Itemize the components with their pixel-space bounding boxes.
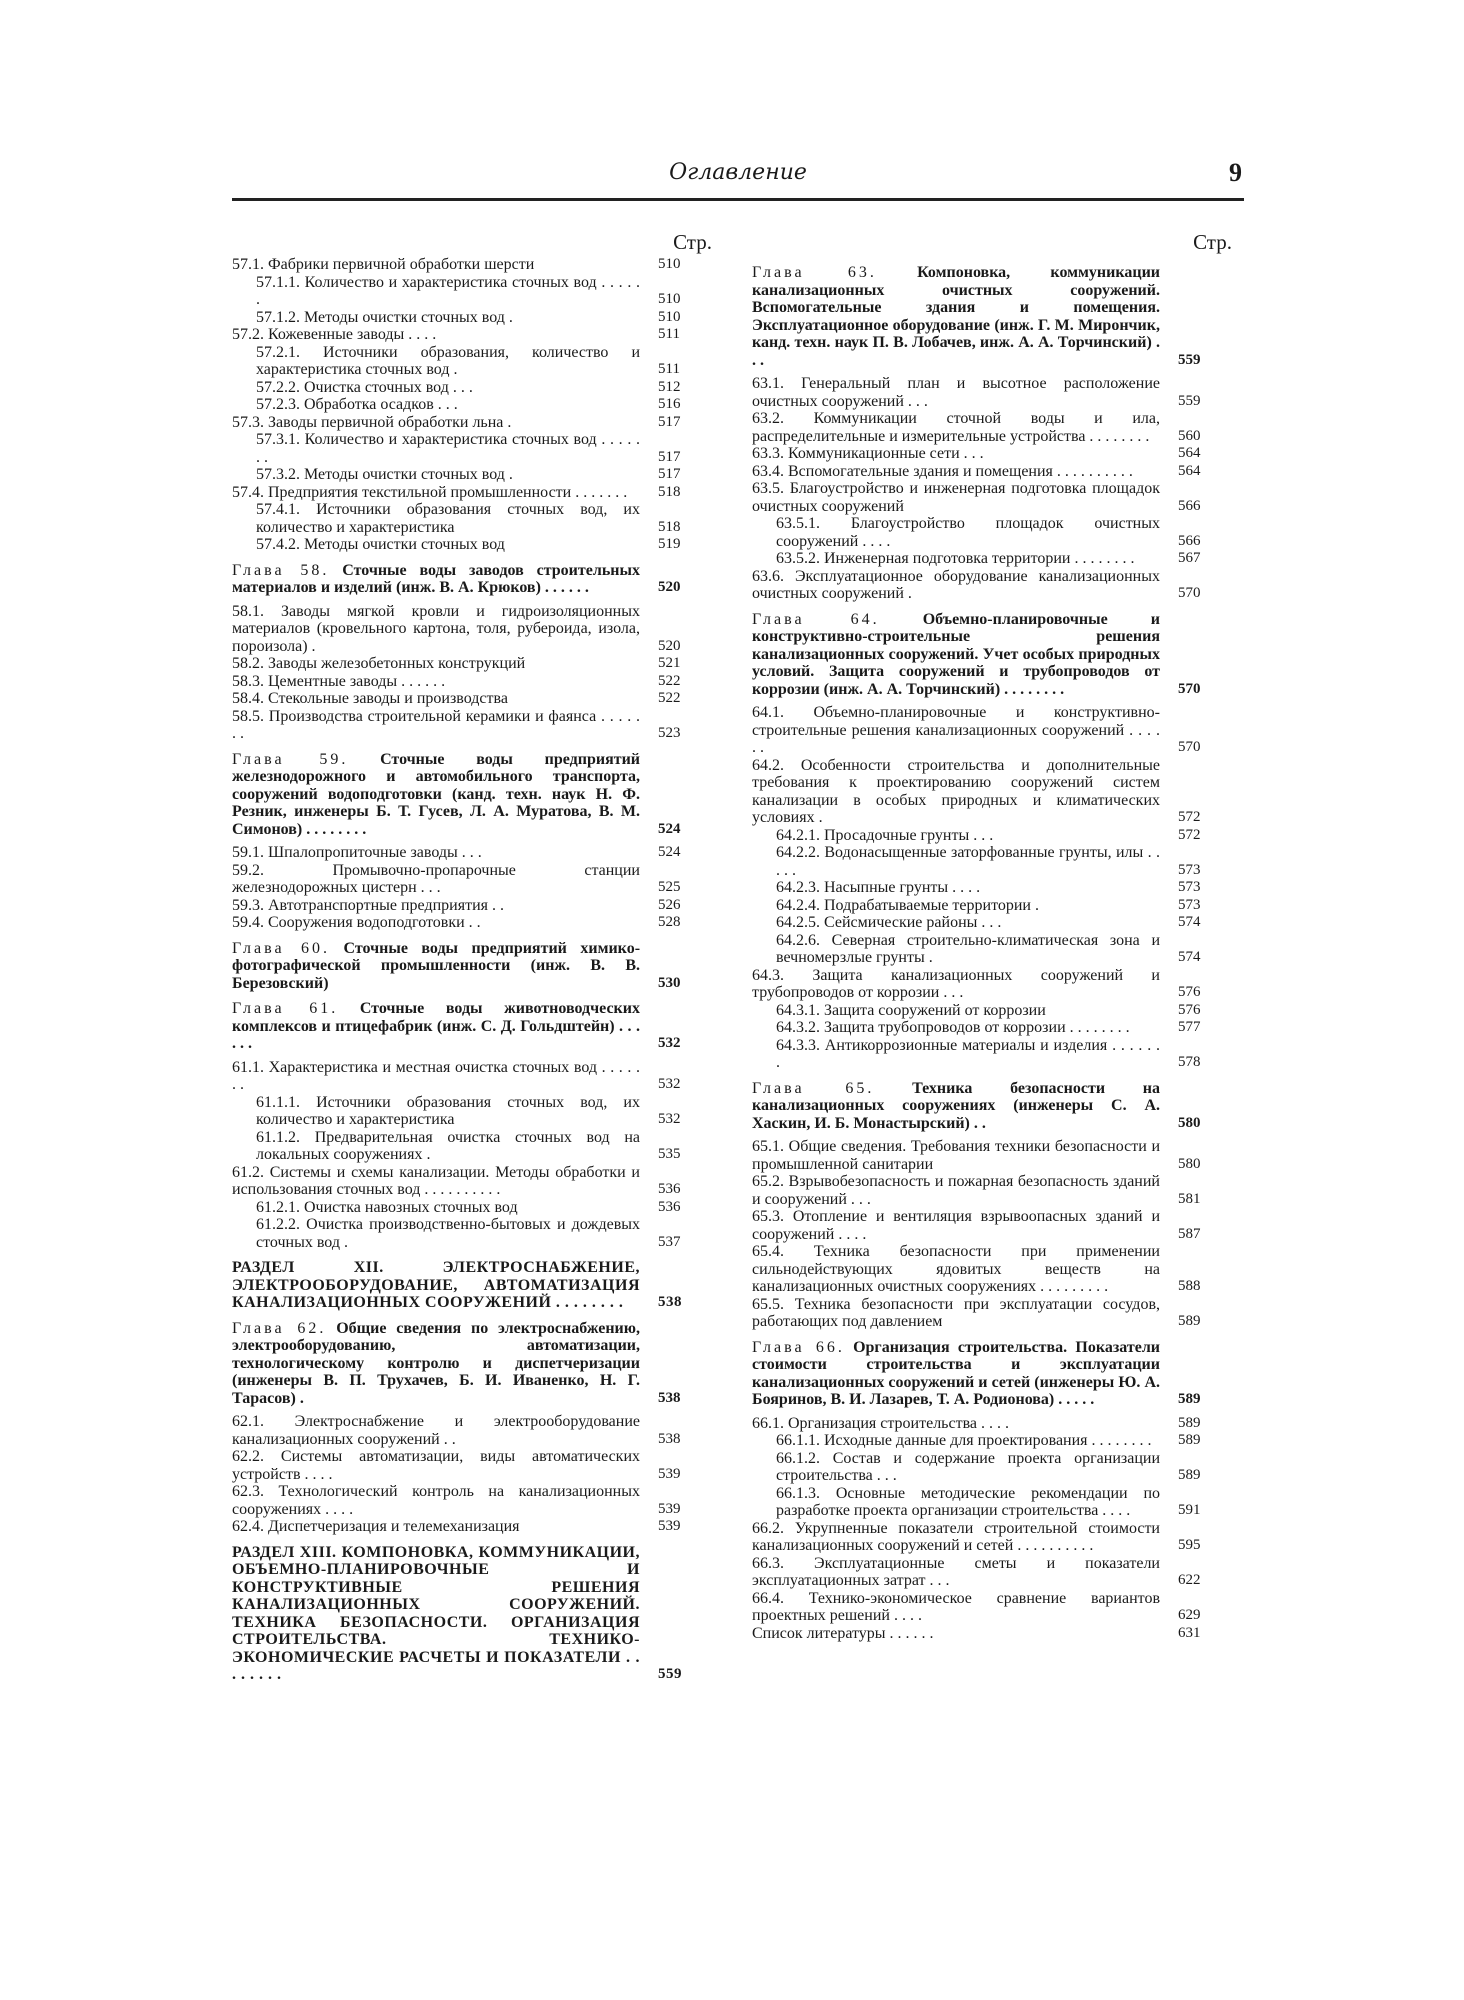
- toc-page-number: 538: [658, 1430, 681, 1447]
- toc-entry: [752, 568, 1222, 603]
- toc-entry-title: 57.4.2. Методы очистки сточных вод: [256, 536, 505, 553]
- toc-page-number: 631: [1178, 1624, 1201, 1641]
- toc-entry: [232, 466, 702, 484]
- toc-page-number: 539: [658, 1500, 681, 1517]
- toc-entry-title: 63.5.1. Благоустройство площадок очистных сооружений . . . .: [776, 515, 1160, 550]
- toc-page-number: 524: [658, 820, 681, 837]
- toc-entry: [752, 1450, 1222, 1485]
- toc-entry: [232, 501, 702, 536]
- toc-entry-title: 58.2. Заводы железобетонных конструкций: [232, 655, 526, 672]
- toc-entry: [752, 375, 1222, 410]
- toc-page-number: 589: [1178, 1432, 1201, 1448]
- chapter-number: Глава 59.: [232, 750, 349, 768]
- toc-entry: [232, 1059, 702, 1094]
- toc-entry: [752, 1432, 1222, 1450]
- toc-entry-title: 66.1.2. Состав и содержание проекта организации строительства . . .: [776, 1449, 1160, 1484]
- toc-entry: [752, 844, 1222, 879]
- toc-page-number: 532: [658, 1076, 681, 1092]
- toc-page-number: 532: [658, 1111, 681, 1127]
- toc-entry-title: 57.1.1. Количество и характеристика сточных вод . . . . . .: [256, 273, 640, 308]
- toc-entry-title: 57.4.1. Источники образования сточных вод, их количество и характеристика: [256, 501, 640, 536]
- toc-entry-title: 64.3.2. Защита трубопроводов от коррозии . . . . . . . .: [776, 1019, 1130, 1036]
- toc-entry-title: 63.5. Благоустройство и инженерная подготовка площадок очистных сооружений: [752, 480, 1160, 515]
- toc-page-number: 532: [658, 1035, 681, 1051]
- toc-entry: [232, 256, 702, 274]
- toc-page-number: 522: [658, 690, 681, 706]
- toc-entry: [752, 879, 1222, 897]
- toc-page-number: 530: [658, 974, 681, 991]
- toc-page-number: 573: [1178, 879, 1201, 895]
- toc-page-number: 524: [658, 844, 681, 860]
- toc-entry-title: Сточные воды предприятий железнодорожного и автомобильного транспорта, сооружений водоподготовки (канд. техн. наук Н. Ф. Резник, инженеры Б. Т. Гусев, Л. А. Муратова, В. М. Симонов) . . . . . . . .: [232, 750, 641, 838]
- toc-entry-title: 63.2. Коммуникации сточной воды и ила, распределительные и измерительные устройства . . . . . . . .: [752, 410, 1160, 445]
- toc-page-number: 539: [658, 1518, 681, 1534]
- toc-chapter-entry: [232, 1320, 702, 1408]
- toc-entry: [232, 1483, 702, 1518]
- toc-entry: [232, 655, 702, 673]
- toc-entry-title: 61.2. Системы и схемы канализации. Методы обработки и использования сточных вод . . . . . . . . . .: [232, 1163, 640, 1198]
- toc-entry-title: 57.2.3. Обработка осадков . . .: [256, 396, 458, 413]
- toc-entry: [752, 1019, 1222, 1037]
- toc-entry-title: 57.3. Заводы первичной обработки льна .: [232, 413, 512, 431]
- toc-chapter-entry: [752, 611, 1222, 699]
- toc-page-number: 566: [1178, 497, 1201, 514]
- chapter-number: Глава 65.: [752, 1079, 875, 1097]
- toc-page-number: 576: [1178, 1001, 1201, 1018]
- toc-entry-title: 61.1. Характеристика и местная очистка сточных вод . . . . . . .: [232, 1058, 640, 1093]
- toc-entry: [232, 603, 702, 656]
- toc-entry: [752, 932, 1222, 967]
- toc-page-number: 526: [658, 896, 681, 913]
- toc-section-entry: [232, 1544, 702, 1684]
- toc-entry-title: Организация строительства. Показатели стоимости строительства и эксплуатации канализационных сооружений и сетей (инженеры Ю. А. Бояринов, В. И. Лазарев, Т. А. Родионова) . . . . .: [752, 1338, 1161, 1408]
- toc-page-number: 587: [1178, 1225, 1201, 1242]
- toc-entry-title: 66.3. Эксплуатационные сметы и показатели эксплуатационных затрат . . .: [752, 1554, 1160, 1589]
- toc-entry-title: 66.2. Укрупненные показатели строительной стоимости канализационных сооружений и сетей . . . . . . . . . .: [752, 1519, 1160, 1554]
- toc-entry: [232, 484, 702, 502]
- page-column-heading: Стр.: [1193, 230, 1232, 254]
- chapter-number: Глава 62.: [232, 1319, 327, 1337]
- toc-entry: [232, 309, 702, 327]
- toc-page-number: 589: [1178, 1391, 1201, 1407]
- toc-page-number: 536: [658, 1198, 681, 1215]
- toc-page-number: 622: [1178, 1572, 1201, 1588]
- toc-page-number: 522: [658, 672, 681, 689]
- toc-entry: [752, 445, 1222, 463]
- toc-page-number: 572: [1178, 826, 1201, 843]
- toc-page-number: 528: [658, 914, 681, 930]
- toc-entry: [232, 862, 702, 897]
- toc-entry: [752, 704, 1222, 757]
- toc-entry-title: 61.2.1. Очистка навозных сточных вод: [256, 1198, 518, 1216]
- toc-page-number: 629: [1178, 1607, 1201, 1623]
- toc-entry-title: Объемно-планировочные и конструктивно-строительные решения канализационных сооружений. Учет особых природных условий. Защита сооружений и трубопроводов от коррозии (инж. А. А. Торчинский) . . . . . . . .: [752, 610, 1160, 698]
- toc-entry-title: 65.5. Техника безопасности при эксплуатации сосудов, работающих под давлением: [752, 1295, 1160, 1330]
- toc-entry: [232, 844, 702, 862]
- toc-page-number: 559: [1178, 392, 1201, 409]
- toc-entry: [752, 550, 1222, 568]
- toc-entry-title: 57.1. Фабрики первичной обработки шерсти: [232, 256, 535, 273]
- toc-entry-title: РАЗДЕЛ XII. ЭЛЕКТРОСНАБЖЕНИЕ, ЭЛЕКТРООБОРУДОВАНИЕ, АВТОМАТИЗАЦИЯ КАНАЛИЗАЦИОННЫХ СООРУЖЕНИЙ . . . . . . . .: [232, 1259, 640, 1311]
- toc-page-number: 588: [1178, 1278, 1201, 1294]
- toc-entry: [752, 1138, 1222, 1173]
- toc-entry-title: 66.1.3. Основные методические рекомендации по разработке проекта организации строительства . . . .: [776, 1484, 1160, 1519]
- toc-entry: [752, 1208, 1222, 1243]
- toc-entry-title: Техника безопасности на канализационных сооружениях (инженеры С. А. Хаскин, И. Б. Монастырский) . .: [752, 1079, 1160, 1132]
- toc-page-number: 564: [1178, 445, 1201, 461]
- toc-page-number: 580: [1178, 1114, 1201, 1131]
- toc-page-number: 574: [1178, 949, 1201, 965]
- toc-entry: [232, 274, 702, 309]
- toc-entry: [232, 673, 702, 691]
- toc-entry-title: 64.2.1. Просадочные грунты . . .: [776, 826, 994, 844]
- toc-column-left: [232, 228, 712, 1690]
- chapter-number: Глава 66.: [752, 1338, 845, 1356]
- toc-entry-title: 58.4. Стекольные заводы и производства: [232, 690, 508, 707]
- toc-entry: [232, 1129, 702, 1164]
- toc-entry: [232, 1518, 702, 1536]
- toc-page-number: 573: [1178, 861, 1201, 878]
- toc-entry: [752, 1485, 1222, 1520]
- toc-entry-title: Список литературы . . . . . .: [752, 1624, 934, 1642]
- toc-entry-title: 61.1.1. Источники образования сточных вод, их количество и характеристика: [256, 1093, 640, 1128]
- toc-entry: [232, 414, 702, 432]
- chapter-number: Глава 63.: [752, 264, 877, 281]
- toc-entry-title: 63.6. Эксплуатационное оборудование канализационных очистных сооружений .: [752, 567, 1160, 602]
- toc-entry-title: 57.3.1. Количество и характеристика сточных вод . . . . . . .: [256, 431, 640, 466]
- chapter-number: Глава 61.: [232, 1000, 339, 1017]
- toc-entry-title: 64.3.3. Антикоррозионные материалы и изделия . . . . . . .: [776, 1036, 1160, 1071]
- toc-entry: [232, 431, 702, 466]
- toc-entry: [232, 326, 702, 344]
- toc-entry-title: 64.2.4. Подрабатываемые территории .: [776, 896, 1039, 914]
- toc-page-number: 566: [1178, 532, 1201, 549]
- toc-page-number: 520: [658, 579, 681, 595]
- toc-page-number: 521: [658, 655, 681, 671]
- toc-entry-title: 63.1. Генеральный план и высотное расположение очистных сооружений . . .: [752, 375, 1160, 410]
- toc-entry-title: 57.1.2. Методы очистки сточных вод .: [256, 308, 513, 326]
- toc-page-number: 511: [658, 361, 680, 377]
- toc-entry-title: 61.1.2. Предварительная очистка сточных вод на локальных сооружениях .: [256, 1128, 640, 1163]
- toc-entry: [232, 536, 702, 554]
- toc-entry: [232, 344, 702, 379]
- toc-page-number: 570: [1178, 739, 1201, 755]
- toc-page-number: 589: [1178, 1313, 1201, 1329]
- toc-entry: [752, 480, 1222, 515]
- toc-entry: [232, 708, 702, 743]
- page-number: 9: [1229, 158, 1242, 187]
- toc-page-number: 512: [658, 378, 681, 395]
- toc-entry: [232, 1216, 702, 1251]
- toc-page-number: 580: [1178, 1155, 1201, 1172]
- toc-entry-title: 57.4. Предприятия текстильной промышленности . . . . . . .: [232, 483, 628, 501]
- toc-chapter-entry: [232, 562, 702, 597]
- toc-entry-title: 62.3. Технологический контроль на канализационных сооружениях . . . .: [232, 1483, 640, 1518]
- page-header: [232, 158, 1244, 201]
- toc-entry-title: 62.4. Диспетчеризация и телемеханизация: [232, 1518, 520, 1535]
- toc-page-number: 577: [1178, 1019, 1201, 1035]
- toc-entry: [752, 1625, 1222, 1643]
- toc-page-number: 525: [658, 879, 681, 895]
- toc-section-entry: [232, 1259, 702, 1312]
- toc-entry-title: 63.3. Коммуникационные сети . . .: [752, 445, 984, 462]
- toc-page-number: 578: [1178, 1054, 1201, 1070]
- toc-entry-title: 59.4. Сооружения водоподготовки . .: [232, 914, 481, 931]
- toc-page-number: 510: [658, 291, 681, 307]
- toc-chapter-entry: [752, 1339, 1222, 1409]
- toc-entry-title: 65.1. Общие сведения. Требования техники безопасности и промышленной санитарии: [752, 1138, 1160, 1173]
- toc-entry: [752, 967, 1222, 1002]
- toc-entry: [752, 1415, 1222, 1433]
- toc-entry: [752, 1037, 1222, 1072]
- toc-page-number: 560: [1178, 427, 1201, 444]
- toc-page-number: 581: [1178, 1190, 1201, 1207]
- toc-page-number: 517: [658, 448, 681, 465]
- toc-entry: [232, 379, 702, 397]
- toc-entry: [752, 1590, 1222, 1625]
- toc-page-number: 595: [1178, 1537, 1201, 1553]
- toc-entry-title: 64.3. Защита канализационных сооружений и трубопроводов от коррозии . . .: [752, 966, 1160, 1001]
- toc-entry: [232, 897, 702, 915]
- toc-page-number: 539: [658, 1465, 681, 1482]
- toc-entry: [752, 1002, 1222, 1020]
- toc-entry-title: 63.4. Вспомогательные здания и помещения . . . . . . . . . .: [752, 462, 1133, 480]
- toc-entry: [752, 515, 1222, 550]
- toc-entry: [752, 914, 1222, 932]
- toc-page-number: 510: [658, 256, 681, 272]
- toc-entry: [232, 396, 702, 414]
- toc-entry-title: 58.3. Цементные заводы . . . . . .: [232, 672, 446, 690]
- toc-entry-title: 64.1. Объемно-планировочные и конструктивно-строительные решения канализационных сооружений . . . . . .: [752, 704, 1160, 756]
- toc-page-number: 570: [1178, 585, 1201, 601]
- toc-entry-title: 57.3.2. Методы очистки сточных вод .: [256, 466, 513, 483]
- toc-entry-title: 61.2.2. Очистка производственно-бытовых и дождевых сточных вод .: [256, 1216, 640, 1251]
- toc-entry-title: 65.3. Отопление и вентиляция взрывоопасных зданий и сооружений . . . .: [752, 1208, 1160, 1243]
- toc-entry-title: 57.2.1. Источники образования, количество и характеристика сточных вод .: [256, 343, 640, 378]
- toc-entry-title: 63.5.2. Инженерная подготовка территории . . . . . . . .: [776, 550, 1135, 567]
- toc-entry: [752, 1520, 1222, 1555]
- toc-chapter-entry: [232, 940, 702, 993]
- toc-entry: [752, 827, 1222, 845]
- toc-entry: [232, 690, 702, 708]
- toc-entry-title: 64.3.1. Защита сооружений от коррозии: [776, 1001, 1046, 1019]
- toc-page-number: 517: [658, 466, 681, 482]
- toc-page-number: 538: [658, 1389, 681, 1406]
- toc-page-number: 535: [658, 1146, 681, 1162]
- toc-entry: [752, 1555, 1222, 1590]
- toc-entry-title: 59.1. Шпалопропиточные заводы . . .: [232, 844, 482, 861]
- toc-entry-title: 62.2. Системы автоматизации, виды автоматических устройств . . . .: [232, 1448, 640, 1483]
- toc-page-number: 564: [1178, 462, 1201, 479]
- toc-entry-title: 64.2. Особенности строительства и дополнительные требования к проектированию сооружений систем канализации в особых природных и климатических условиях .: [752, 756, 1160, 826]
- toc-chapter-entry: [232, 1000, 702, 1053]
- toc-entry-title: 66.1.1. Исходные данные для проектирования . . . . . . . .: [776, 1432, 1152, 1449]
- toc-page-number: 518: [658, 518, 681, 535]
- toc-entry: [752, 757, 1222, 827]
- toc-page-number: 523: [658, 725, 681, 741]
- toc-entry: [232, 1164, 702, 1199]
- toc-entry-title: 66.1. Организация строительства . . . .: [752, 1414, 1010, 1432]
- toc-page-number: 536: [658, 1181, 681, 1197]
- toc-page-number: 570: [1178, 680, 1201, 697]
- toc-page-number: 576: [1178, 984, 1201, 1000]
- toc-page-number: 559: [1178, 351, 1201, 368]
- toc-entry-title: 64.2.2. Водонасыщенные заторфованные грунты, илы . . . . .: [776, 844, 1160, 879]
- toc-entry-title: 58.1. Заводы мягкой кровли и гидроизоляционных материалов (кровельного картона, толя, рубероида, изола, пороизола) .: [232, 602, 640, 655]
- toc-entry-title: 59.2. Промывочно-пропарочные станции железнодорожных цистерн . . .: [232, 861, 640, 896]
- toc-entry-title: 65.4. Техника безопасности при применении сильнодействующих ядовитых веществ на канализационных очистных сооружениях . . . . . . . . .: [752, 1243, 1160, 1295]
- toc-chapter-entry: [752, 264, 1222, 369]
- toc-column-right: [752, 228, 1232, 1642]
- toc-chapter-entry: [752, 1080, 1222, 1133]
- toc-entry: [232, 1094, 702, 1129]
- page-column-heading: Стр.: [673, 230, 712, 254]
- toc-entry: [232, 1448, 702, 1483]
- toc-page-number: 572: [1178, 809, 1201, 825]
- toc-entry: [752, 897, 1222, 915]
- toc-entry-title: 62.1. Электроснабжение и электрооборудование канализационных сооружений . .: [232, 1413, 640, 1448]
- toc-page-number: 510: [658, 308, 681, 325]
- toc-entry: [752, 463, 1222, 481]
- toc-page-number: 589: [1178, 1467, 1201, 1483]
- toc-entry-title: 64.2.3. Насыпные грунты . . . .: [776, 879, 981, 896]
- toc-page-number: 519: [658, 536, 681, 552]
- toc-chapter-entry: [232, 751, 702, 839]
- toc-entry-title: 64.2.5. Сейсмические районы . . .: [776, 914, 1002, 931]
- toc-page-number: 574: [1178, 914, 1201, 930]
- chapter-number: Глава 64.: [752, 610, 880, 628]
- chapter-number: Глава 60.: [232, 939, 331, 957]
- running-title: Оглавление: [669, 160, 807, 185]
- toc-entry-title: 57.2. Кожевенные заводы . . . .: [232, 326, 437, 343]
- toc-page-number: 516: [658, 396, 681, 412]
- toc-entry: [232, 1199, 702, 1217]
- toc-page-number: 517: [658, 413, 681, 430]
- toc-page-number: 591: [1178, 1502, 1201, 1518]
- toc-page-number: 537: [658, 1233, 681, 1250]
- toc-entry-title: 66.4. Технико-экономическое сравнение вариантов проектных решений . . . .: [752, 1589, 1160, 1624]
- toc-entry-title: Компоновка, коммуникации канализационных очистных сооружений. Вспомогательные здания и помещения. Эксплуатационное оборудование (инж. Г. М. Мирончик, канд. техн. наук П. В. Лобачев, инж. А. А. Торчинский) . . .: [752, 264, 1160, 369]
- toc-page-number: 573: [1178, 896, 1201, 913]
- toc-page-number: 538: [658, 1294, 682, 1310]
- toc-entry-title: 58.5. Производства строительной керамики и фаянса . . . . . . .: [232, 707, 640, 742]
- toc-entry-title: РАЗДЕЛ XIII. КОМПОНОВКА, КОММУНИКАЦИИ, ОБЪЕМНО-ПЛАНИРОВОЧНЫЕ И КОНСТРУКТИВНЫЕ РЕШЕНИЯ КАНАЛИЗАЦИОННЫХ СООРУЖЕНИЙ. ТЕХНИКА БЕЗОПАСНОСТИ. ОРГАНИЗАЦИЯ СТРОИТЕЛЬСТВА. ТЕХНИКО-ЭКОНОМИЧЕСКИЕ РАСЧЕТЫ И ПОКАЗАТЕЛИ . . . . . . . .: [232, 1543, 640, 1683]
- toc-page-number: 589: [1178, 1414, 1201, 1431]
- toc-page-number: 567: [1178, 550, 1201, 566]
- toc-entry: [232, 1413, 702, 1448]
- toc-entry: [232, 914, 702, 932]
- toc-page-number: 559: [658, 1666, 682, 1682]
- toc-entry: [752, 1243, 1222, 1296]
- toc-page-number: 511: [658, 326, 680, 342]
- toc-page-number: 518: [658, 483, 681, 500]
- toc-entry-title: 57.2.2. Очистка сточных вод . . .: [256, 378, 473, 396]
- chapter-number: Глава 58.: [232, 561, 330, 579]
- toc-entry-title: 64.2.6. Северная строительно-климатическая зона и вечномерзлые грунты .: [776, 931, 1160, 966]
- toc-entry: [752, 1173, 1222, 1208]
- toc-entry-title: Сточные воды предприятий химико-фотографической промышленности (инж. В. В. Березовский): [232, 939, 641, 992]
- toc-entry-title: 59.3. Автотранспортные предприятия . .: [232, 896, 504, 914]
- toc-entry: [752, 1296, 1222, 1331]
- toc-entry-title: 65.2. Взрывобезопасность и пожарная безопасность зданий и сооружений . . .: [752, 1173, 1160, 1208]
- toc-page-number: 520: [658, 637, 681, 654]
- toc-entry: [752, 410, 1222, 445]
- toc-entry-title: Общие сведения по электроснабжению, электрооборудованию, автоматизации, технологическому контролю и диспетчеризации (инженеры В. П. Трухачев, Б. И. Иваненко, Н. Г. Тарасов) .: [232, 1319, 640, 1407]
- toc-entry-title: Сточные воды заводов строительных материалов и изделий (инж. В. А. Крюков) . . . . . .: [232, 561, 640, 596]
- toc-entry-title: Сточные воды животноводческих комплексов и птицефабрик (инж. С. Д. Гольдштейн) . . . . . .: [232, 1000, 640, 1052]
